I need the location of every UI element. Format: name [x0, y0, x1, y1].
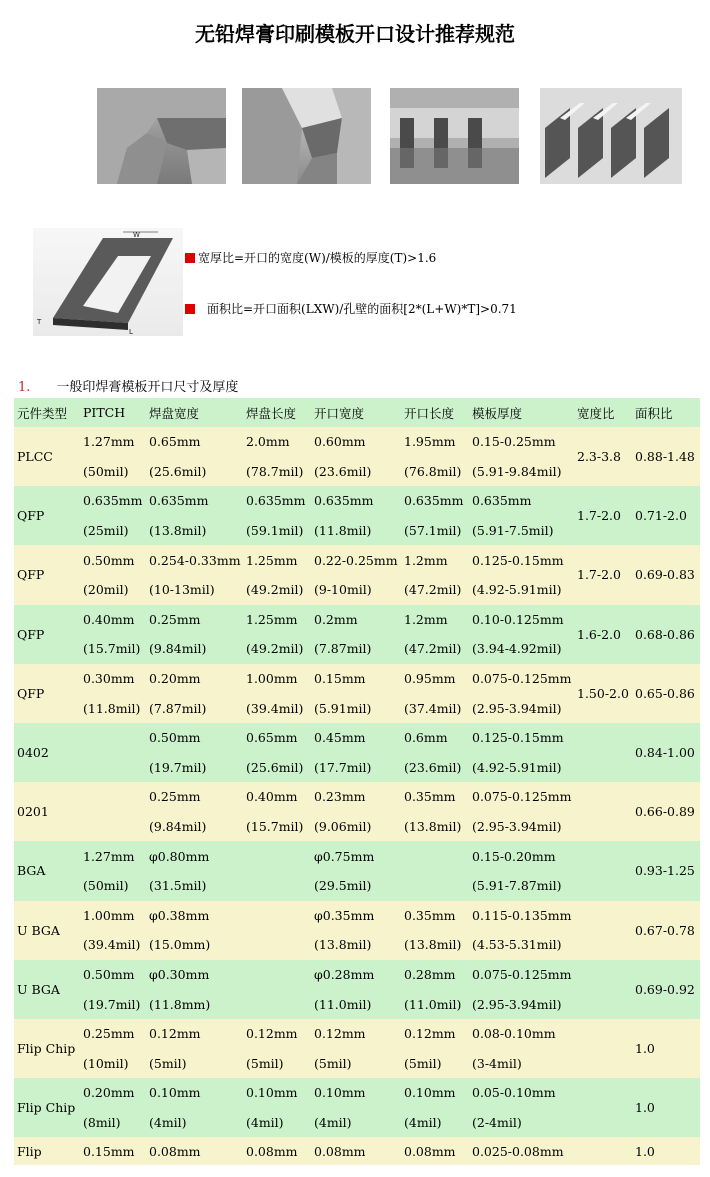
- red-square-bullet-icon: [185, 304, 195, 314]
- pitch-cell: [80, 782, 146, 812]
- pitch-cell: 1.27mm: [80, 427, 146, 457]
- width-ratio-cell: 1.7-2.0: [574, 545, 632, 604]
- pitch-mil-cell: (11.8mil): [80, 693, 146, 723]
- pitch-mil-cell: (50mil): [80, 457, 146, 487]
- type-cell: Flip: [14, 1137, 80, 1165]
- ap-w-mil-cell: (13.8mil): [311, 930, 401, 960]
- pad-w-cell: 0.25mm: [146, 605, 243, 635]
- thick-mil-cell: (2-4mil): [469, 1108, 574, 1138]
- table-body: [14, 427, 700, 1165]
- pitch-cell: 0.30mm: [80, 664, 146, 694]
- ap-w-cell: 0.08mm: [311, 1137, 401, 1165]
- thick-cell: 0.025-0.08mm: [469, 1137, 574, 1165]
- pad-w-mil-cell: (31.5mil): [146, 871, 243, 901]
- pitch-mil-cell: (10mil): [80, 1048, 146, 1078]
- pad-w-mil-cell: (9.84mil): [146, 812, 243, 842]
- aperture-diagram: [33, 228, 183, 336]
- table-row: [14, 664, 700, 694]
- thick-cell: 0.075-0.125mm: [469, 782, 574, 812]
- thick-mil-cell: (2.95-3.94mil): [469, 693, 574, 723]
- pad-w-cell: φ0.30mm: [146, 960, 243, 990]
- ap-l-mil-cell: (37.4mil): [401, 693, 469, 723]
- ap-w-cell: 0.22-0.25mm: [311, 545, 401, 575]
- ap-w-cell: 0.12mm: [311, 1019, 401, 1049]
- pitch-cell: 0.50mm: [80, 960, 146, 990]
- pad-w-mil-cell: (7.87mil): [146, 693, 243, 723]
- ap-l-mil-cell: (4mil): [401, 1108, 469, 1138]
- pad-w-mil-cell: (19.7mil): [146, 753, 243, 783]
- pad-l-mil-cell: (25.6mil): [243, 753, 311, 783]
- ap-w-mil-cell: (9.06mil): [311, 812, 401, 842]
- table-row: [14, 723, 700, 753]
- table-row: [14, 1137, 700, 1165]
- pitch-cell: 0.25mm: [80, 1019, 146, 1049]
- page-title: 无铅焊膏印刷模板开口设计推荐规范: [195, 22, 515, 46]
- area-ratio-cell: 0.66-0.89: [632, 782, 700, 841]
- component-type-cell: QFP: [14, 486, 80, 545]
- ap-l-cell: 1.95mm: [401, 427, 469, 457]
- ap-w-mil-cell: (5mil): [311, 1048, 401, 1078]
- pad-l-cell: 0.12mm: [243, 1019, 311, 1049]
- pad-l-cell: 1.25mm: [243, 605, 311, 635]
- width-ratio-cell: 1.6-2.0: [574, 605, 632, 664]
- pitch-cell: 0.50mm: [80, 545, 146, 575]
- thick-cell: 0.05-0.10mm: [469, 1078, 574, 1108]
- table-header-row: [14, 398, 700, 427]
- area-ratio-cell: 0.65-0.86: [632, 664, 700, 723]
- component-type-cell: U BGA: [14, 901, 80, 960]
- table-row: [14, 545, 700, 575]
- pad-l-cell: 0.08mm: [243, 1137, 311, 1165]
- header-cell: 元件类型: [14, 398, 80, 427]
- pad-w-mil-cell: (9.84mil): [146, 634, 243, 664]
- area-ratio-cell: 0.68-0.86: [632, 605, 700, 664]
- ratio-cell: [574, 1137, 632, 1165]
- table-row: [14, 841, 700, 871]
- component-type-cell: QFP: [14, 545, 80, 604]
- ap-w-mil-cell: (11.0mil): [311, 989, 401, 1019]
- ap-w-cell: 0.635mm: [311, 486, 401, 516]
- ap-w-cell: 0.60mm: [311, 427, 401, 457]
- pad-w-cell: 0.12mm: [146, 1019, 243, 1049]
- table-row: [14, 901, 700, 931]
- pad-w-mil-cell: (15.0mm): [146, 930, 243, 960]
- width-ratio-cell: [574, 782, 632, 841]
- ap-w-cell: 0.2mm: [311, 605, 401, 635]
- area-ratio-cell: 1.0: [632, 1019, 700, 1078]
- pad-l-mil-cell: (39.4mil): [243, 693, 311, 723]
- area-ratio-cell: 0.71-2.0: [632, 486, 700, 545]
- pad-l-cell: [243, 901, 311, 931]
- header-cell: 开口长度: [401, 398, 469, 427]
- thick-cell: 0.115-0.135mm: [469, 901, 574, 931]
- thick-cell: 0.125-0.15mm: [469, 723, 574, 753]
- component-type-cell: Flip Chip: [14, 1019, 80, 1078]
- ap-l-mil-cell: (13.8mil): [401, 812, 469, 842]
- pad-w-cell: 0.10mm: [146, 1078, 243, 1108]
- thick-mil-cell: (5.91-9.84mil): [469, 457, 574, 487]
- section-heading: [18, 376, 238, 395]
- table-row: [14, 427, 700, 457]
- ap-l-mil-cell: (47.2mil): [401, 634, 469, 664]
- thick-mil-cell: (2.95-3.94mil): [469, 989, 574, 1019]
- diagram-label-w: W: [133, 231, 140, 239]
- ap-l-cell: [401, 841, 469, 871]
- thick-mil-cell: (2.95-3.94mil): [469, 812, 574, 842]
- pad-l-cell: [243, 960, 311, 990]
- pad-w-cell: 0.254-0.33mm: [146, 545, 243, 575]
- thick-cell: 0.15-0.25mm: [469, 427, 574, 457]
- pad-l-cell: 0.40mm: [243, 782, 311, 812]
- component-type-cell: U BGA: [14, 960, 80, 1019]
- area-ratio-cell: 0.93-1.25: [632, 841, 700, 900]
- pitch-mil-cell: (8mil): [80, 1108, 146, 1138]
- thick-mil-cell: (4.53-5.31mil): [469, 930, 574, 960]
- pitch-mil-cell: (50mil): [80, 871, 146, 901]
- width-ratio-cell: 1.50-2.0: [574, 664, 632, 723]
- pad-l-cell: [243, 841, 311, 871]
- header-cell: 焊盘长度: [243, 398, 311, 427]
- pad-w-cell: 0.25mm: [146, 782, 243, 812]
- table-row: [14, 486, 700, 516]
- pad-l-mil-cell: [243, 930, 311, 960]
- thick-cell: 0.10-0.125mm: [469, 605, 574, 635]
- pad-l-cell: 1.00mm: [243, 664, 311, 694]
- thick-mil-cell: (5.91-7.87mil): [469, 871, 574, 901]
- ap-l-mil-cell: (47.2mil): [401, 575, 469, 605]
- component-type-cell: Flip Chip: [14, 1078, 80, 1137]
- thick-cell: 0.635mm: [469, 486, 574, 516]
- header-cell: 宽度比: [574, 398, 632, 427]
- ap-l-mil-cell: (5mil): [401, 1048, 469, 1078]
- table-row: [14, 1078, 700, 1108]
- pad-l-cell: 1.25mm: [243, 545, 311, 575]
- pitch-mil-cell: (15.7mil): [80, 634, 146, 664]
- area-ratio-text: 面积比=开口面积(LXW)/孔壁的面积[2*(L+W)*T]>0.71: [207, 302, 517, 316]
- ap-l-cell: 0.08mm: [401, 1137, 469, 1165]
- ap-l-cell: 1.2mm: [401, 605, 469, 635]
- ap-l-cell: 0.12mm: [401, 1019, 469, 1049]
- pad-l-mil-cell: (49.2mil): [243, 575, 311, 605]
- pad-w-mil-cell: (25.6mil): [146, 457, 243, 487]
- stencil-photo-4: [540, 88, 682, 184]
- table-row: [14, 605, 700, 635]
- area-ratio-cell: 0.67-0.78: [632, 901, 700, 960]
- width-ratio-cell: [574, 723, 632, 782]
- pad-l-mil-cell: (15.7mil): [243, 812, 311, 842]
- component-type-cell: PLCC: [14, 427, 80, 486]
- component-type-cell: QFP: [14, 664, 80, 723]
- pad-w-cell: 0.50mm: [146, 723, 243, 753]
- ap-w-cell: 0.45mm: [311, 723, 401, 753]
- thick-mil-cell: (5.91-7.5mil): [469, 516, 574, 546]
- thick-mil-cell: (3-4mil): [469, 1048, 574, 1078]
- ap-l-cell: 0.6mm: [401, 723, 469, 753]
- ap-l-cell: 0.635mm: [401, 486, 469, 516]
- ap-l-mil-cell: [401, 871, 469, 901]
- section-number: 1.: [18, 380, 31, 395]
- stencil-photo-1: [97, 88, 226, 184]
- width-ratio-cell: 2.3-3.8: [574, 427, 632, 486]
- ap-w-cell: φ0.75mm: [311, 841, 401, 871]
- pad-l-mil-cell: (59.1mil): [243, 516, 311, 546]
- pitch-cell: 0.40mm: [80, 605, 146, 635]
- component-type-cell: 0402: [14, 723, 80, 782]
- width-ratio-cell: [574, 1078, 632, 1137]
- area-ratio-cell: 0.69-0.92: [632, 960, 700, 1019]
- ap-l-mil-cell: (13.8mil): [401, 930, 469, 960]
- ap-w-cell: 0.10mm: [311, 1078, 401, 1108]
- pad-w-cell: φ0.80mm: [146, 841, 243, 871]
- ap-w-mil-cell: (11.8mil): [311, 516, 401, 546]
- diagram-label-l: L: [129, 328, 133, 336]
- pad-w-cell: 0.65mm: [146, 427, 243, 457]
- width-ratio-cell: [574, 841, 632, 900]
- width-ratio-cell: [574, 960, 632, 1019]
- ap-l-cell: 0.35mm: [401, 782, 469, 812]
- ap-w-mil-cell: (23.6mil): [311, 457, 401, 487]
- pad-w-cell: 0.08mm: [146, 1137, 243, 1165]
- aspect-ratio-formula: [185, 249, 436, 266]
- stencil-photo-3: [390, 88, 519, 184]
- header-cell: 面积比: [632, 398, 700, 427]
- ap-l-cell: 0.28mm: [401, 960, 469, 990]
- ap-w-mil-cell: (9-10mil): [311, 575, 401, 605]
- component-type-cell: QFP: [14, 605, 80, 664]
- pad-w-mil-cell: (11.8mm): [146, 989, 243, 1019]
- diagram-label-t: T: [37, 318, 42, 326]
- thick-cell: 0.125-0.15mm: [469, 545, 574, 575]
- pitch-mil-cell: (25mil): [80, 516, 146, 546]
- stencil-photo-2: [242, 88, 371, 184]
- table-row: [14, 782, 700, 812]
- pad-w-cell: 0.20mm: [146, 664, 243, 694]
- ap-w-cell: φ0.35mm: [311, 901, 401, 931]
- pitch-mil-cell: (19.7mil): [80, 989, 146, 1019]
- pitch-mil-cell: [80, 753, 146, 783]
- pad-l-mil-cell: (78.7mil): [243, 457, 311, 487]
- ap-l-mil-cell: (76.8mil): [401, 457, 469, 487]
- pad-w-cell: φ0.38mm: [146, 901, 243, 931]
- pad-l-mil-cell: (5mil): [243, 1048, 311, 1078]
- thick-mil-cell: (4.92-5.91mil): [469, 753, 574, 783]
- pitch-mil-cell: (20mil): [80, 575, 146, 605]
- pad-l-cell: 0.10mm: [243, 1078, 311, 1108]
- component-type-cell: 0201: [14, 782, 80, 841]
- ap-l-mil-cell: (57.1mil): [401, 516, 469, 546]
- aspect-ratio-text: 宽厚比=开口的宽度(W)/模板的厚度(T)>1.6: [198, 251, 437, 265]
- section-title: 一般印焊膏模板开口尺寸及厚度: [56, 380, 239, 395]
- ap-l-cell: 0.95mm: [401, 664, 469, 694]
- pitch-cell: 0.20mm: [80, 1078, 146, 1108]
- ap-w-mil-cell: (7.87mil): [311, 634, 401, 664]
- width-ratio-cell: [574, 1019, 632, 1078]
- pad-l-mil-cell: (4mil): [243, 1108, 311, 1138]
- area-ratio-cell: 0.84-1.00: [632, 723, 700, 782]
- pad-w-cell: 0.635mm: [146, 486, 243, 516]
- pad-l-cell: 0.635mm: [243, 486, 311, 516]
- ap-w-cell: φ0.28mm: [311, 960, 401, 990]
- red-square-bullet-icon: [185, 253, 195, 263]
- thick-mil-cell: (4.92-5.91mil): [469, 575, 574, 605]
- area-ratio-cell: 1.0: [632, 1078, 700, 1137]
- thick-cell: 0.08-0.10mm: [469, 1019, 574, 1049]
- thick-cell: 0.075-0.125mm: [469, 960, 574, 990]
- area-ratio-cell: 0.69-0.83: [632, 545, 700, 604]
- ap-l-cell: 1.2mm: [401, 545, 469, 575]
- header-cell: 模板厚度: [469, 398, 574, 427]
- stencil-spec-table: [14, 398, 700, 1165]
- pad-w-mil-cell: (10-13mil): [146, 575, 243, 605]
- table-row: [14, 1019, 700, 1049]
- area-ratio-formula: [185, 300, 517, 317]
- pitch-cell: 1.00mm: [80, 901, 146, 931]
- ap-l-mil-cell: (11.0mil): [401, 989, 469, 1019]
- header-cell: 开口宽度: [311, 398, 401, 427]
- ap-w-cell: 0.23mm: [311, 782, 401, 812]
- pad-w-mil-cell: (5mil): [146, 1048, 243, 1078]
- table-row: [14, 960, 700, 990]
- width-ratio-cell: [574, 901, 632, 960]
- pitch-cell: 0.635mm: [80, 486, 146, 516]
- pad-l-cell: 2.0mm: [243, 427, 311, 457]
- thick-cell: 0.15-0.20mm: [469, 841, 574, 871]
- pitch-cell: 1.27mm: [80, 841, 146, 871]
- ap-w-mil-cell: (29.5mil): [311, 871, 401, 901]
- pad-l-mil-cell: [243, 989, 311, 1019]
- ap-l-cell: 0.10mm: [401, 1078, 469, 1108]
- pitch-mil-cell: (39.4mil): [80, 930, 146, 960]
- thick-mil-cell: (3.94-4.92mil): [469, 634, 574, 664]
- pitch-cell: [80, 723, 146, 753]
- ap-w-cell: 0.15mm: [311, 664, 401, 694]
- pad-l-mil-cell: (49.2mil): [243, 634, 311, 664]
- ap-l-cell: 0.35mm: [401, 901, 469, 931]
- width-ratio-cell: 1.7-2.0: [574, 486, 632, 545]
- ap-w-mil-cell: (5.91mil): [311, 693, 401, 723]
- pitch-mil-cell: [80, 812, 146, 842]
- ap-l-mil-cell: (23.6mil): [401, 753, 469, 783]
- area-ratio-cell: 0.88-1.48: [632, 427, 700, 486]
- pad-l-mil-cell: [243, 871, 311, 901]
- pitch-cell: 0.15mm: [80, 1137, 146, 1165]
- thick-cell: 0.075-0.125mm: [469, 664, 574, 694]
- ap-w-mil-cell: (17.7mil): [311, 753, 401, 783]
- header-cell: PITCH: [80, 398, 146, 427]
- pad-w-mil-cell: (4mil): [146, 1108, 243, 1138]
- pad-w-mil-cell: (13.8mil): [146, 516, 243, 546]
- ap-w-mil-cell: (4mil): [311, 1108, 401, 1138]
- header-cell: 焊盘宽度: [146, 398, 243, 427]
- component-type-cell: BGA: [14, 841, 80, 900]
- pad-l-cell: 0.65mm: [243, 723, 311, 753]
- area-cell: 1.0: [632, 1137, 700, 1165]
